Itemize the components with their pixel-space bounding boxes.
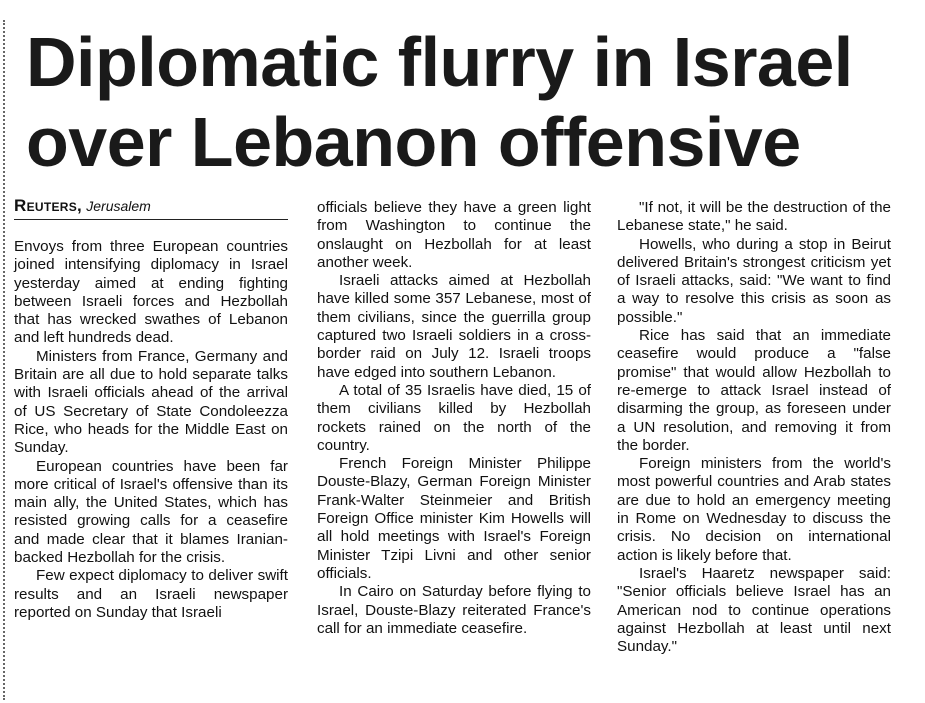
paragraph: European countries have been far more critical of Israel's offensive than its main ally, the United States, which has resisted growing calls for a ceasefire and made clear that it blames Iranian-backed Hezbollah for the crisis.: [14, 457, 288, 567]
byline: [14, 196, 288, 220]
paragraph: In Cairo on Saturday before flying to Israel, Douste-Blazy reiterated France's call for an immediate ceasefire.: [317, 583, 591, 637]
paragraph: Envoys from three European countries joined intensifying diplomacy in Israel yesterday aimed at ending fighting between Israeli forces and Hezbollah that has wrecked swathes of Lebanon and left hundreds dead.: [14, 238, 288, 347]
headline: Diplomatic flurry in Israel over Lebanon offensive: [26, 23, 853, 181]
paragraph: Few expect diplomacy to deliver swift results and an Israeli newspaper reported on Sunday that Israeli: [14, 567, 288, 621]
paragraph: Israel's Haaretz newspaper said: "Senior officials believe Israel has an American nod to continue operations against Hezbollah at least until next Sunday.": [617, 564, 891, 656]
paragraph: Israeli attacks aimed at Hezbollah have killed some 357 Lebanese, most of them civilians, since the guerrilla group captured two Israeli soldiers in a cross-border raid on July 12. Israeli troops have edged into southern Lebanon.: [317, 272, 591, 381]
byline-agency: Reuters,: [14, 196, 83, 215]
article-column-2: [317, 199, 591, 638]
paragraph: Foreign ministers from the world's most powerful countries and Arab states are due to hold an emergency meeting in Rome on Wednesday to discuss the crisis. No decision on international action is likely before that.: [617, 455, 891, 564]
paragraph: Ministers from France, Germany and Britain are all due to hold separate talks with Israeli officials ahead of the arrival of US Secretary of State Condoleezza Rice, who heads for the Middle East on Sunday.: [14, 347, 288, 457]
paragraph: Rice has said that an immediate ceasefire would produce a "false promise" that would allow Hezbollah to re-emerge to attack Israel instead of disarming the group, as foreseen under a UN resolution, and removing it from the border.: [617, 327, 891, 454]
article-column-1: [14, 196, 288, 622]
paragraph: Howells, who during a stop in Beirut delivered Britain's strongest criticism yet of Israeli attacks, said: "We want to find a way to resolve this crisis as soon as possible.": [617, 235, 891, 326]
article-column-3: [617, 199, 891, 656]
paragraph: "If not, it will be the destruction of the Lebanese state," he said.: [617, 199, 891, 235]
paragraph: A total of 35 Israelis have died, 15 of them civilians killed by Hezbollah rockets rained on the north of the country.: [317, 381, 591, 454]
byline-dateline: Jerusalem: [86, 198, 151, 214]
paragraph: French Foreign Minister Philippe Douste-Blazy, German Foreign Minister Frank-Walter Steinmeier and British Foreign Office minister Kim Howells will all hold meetings with Israel's Foreign Minister Tzipi Livni and other senior officials.: [317, 455, 591, 582]
paragraph: officials believe they have a green light from Washington to continue the onslaught on Hezbollah for at least another week.: [317, 199, 591, 271]
margin-dotted-rule: [3, 20, 5, 700]
